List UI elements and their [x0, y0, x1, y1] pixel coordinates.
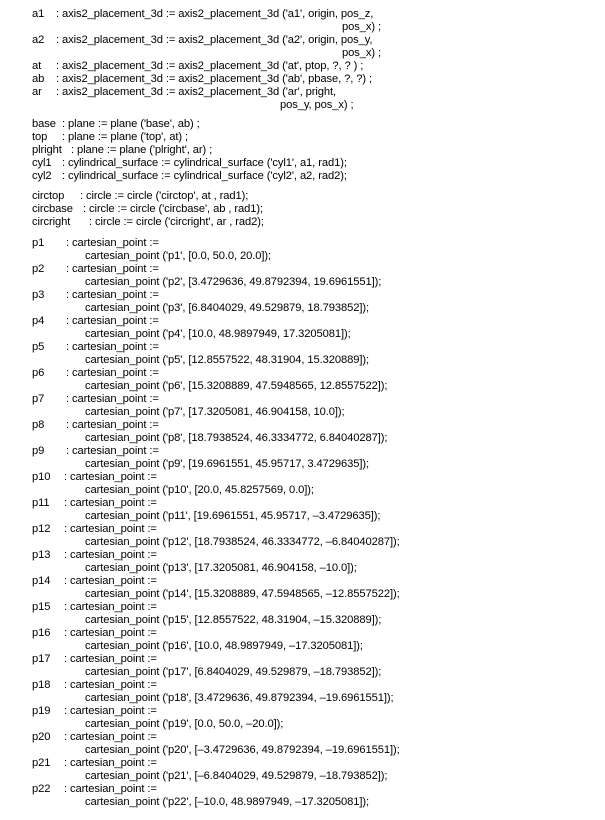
point-declaration: : cartesian_point := — [64, 627, 157, 639]
point-declaration: : cartesian_point := — [64, 679, 157, 691]
point-name: p18 — [32, 679, 51, 691]
surface-definition: : cylindrical_surface := cylindrical_surface ('cyl1', a1, rad1); — [62, 157, 347, 169]
point-declaration: : cartesian_point := — [64, 523, 157, 535]
point-definition: cartesian_point ('p17', [6.8404029, 49.529879, –18.793852]); — [85, 666, 382, 678]
point-declaration: : cartesian_point := — [64, 757, 157, 769]
surface-definition: : plane := plane ('plright', ar) ; — [71, 144, 213, 156]
point-definition: cartesian_point ('p3', [6.8404029, 49.529879, 18.793852]); — [85, 302, 369, 314]
point-name: p6 — [32, 367, 45, 379]
point-declaration: : cartesian_point := — [66, 237, 159, 249]
point-declaration: : cartesian_point := — [66, 289, 159, 301]
surface-definition: : plane := plane ('top', at) ; — [62, 131, 188, 143]
placement-continuation: pos_x) ; — [342, 21, 381, 33]
point-declaration: : cartesian_point := — [66, 393, 159, 405]
point-name: p2 — [32, 263, 45, 275]
placement-name: a1 — [32, 8, 45, 20]
placement-name: ar — [32, 86, 42, 98]
surface-name: cyl1 — [32, 157, 52, 169]
point-declaration: : cartesian_point := — [66, 419, 159, 431]
surface-definition: : cylindrical_surface := cylindrical_surface ('cyl2', a2, rad2); — [62, 170, 347, 182]
point-name: p17 — [32, 653, 51, 665]
point-name: p10 — [32, 471, 51, 483]
surface-name: top — [32, 131, 48, 143]
point-name: p8 — [32, 419, 45, 431]
circle-definition: : circle := circle ('circbase', ab , rad1); — [83, 203, 263, 215]
circle-name: circtop — [32, 190, 65, 202]
point-definition: cartesian_point ('p18', [3.4729636, 49.8792394, –19.6961551]); — [85, 692, 394, 704]
point-name: p19 — [32, 705, 51, 717]
point-name: p14 — [32, 575, 51, 587]
placement-definition: : axis2_placement_3d := axis2_placement_3d ('ab', pbase, ?, ?) ; — [56, 73, 372, 85]
point-declaration: : cartesian_point := — [66, 445, 159, 457]
point-definition: cartesian_point ('p9', [19.6961551, 45.95717, 3.4729635]); — [85, 458, 369, 470]
placement-name: at — [32, 60, 42, 72]
point-name: p7 — [32, 393, 45, 405]
point-declaration: : cartesian_point := — [64, 731, 157, 743]
point-name: p21 — [32, 757, 51, 769]
surface-name: base — [32, 118, 56, 130]
point-name: p13 — [32, 549, 51, 561]
placement-name: ab — [32, 73, 45, 85]
point-definition: cartesian_point ('p16', [10.0, 48.9897949, –17.3205081]); — [85, 640, 363, 652]
point-name: p5 — [32, 341, 45, 353]
point-definition: cartesian_point ('p8', [18.7938524, 46.3334772, 6.84040287]); — [85, 432, 388, 444]
placement-definition: : axis2_placement_3d := axis2_placement_3d ('a1', origin, pos_z, — [56, 8, 374, 20]
point-declaration: : cartesian_point := — [66, 315, 159, 327]
surface-name: plright — [32, 144, 62, 156]
circle-name: circright — [32, 216, 71, 228]
placement-definition: : axis2_placement_3d := axis2_placement_3d ('at', ptop, ?, ? ) ; — [56, 60, 364, 72]
point-declaration: : cartesian_point := — [66, 367, 159, 379]
point-declaration: : cartesian_point := — [66, 263, 159, 275]
circle-definition: : circle := circle ('circright', ar , rad2); — [89, 216, 264, 228]
placement-continuation: pos_y, pos_x) ; — [280, 99, 354, 111]
surface-name: cyl2 — [32, 170, 52, 182]
point-declaration: : cartesian_point := — [64, 549, 157, 561]
placement-continuation: pos_x) ; — [342, 47, 381, 59]
point-name: p15 — [32, 601, 51, 613]
point-definition: cartesian_point ('p22', [–10.0, 48.9897949, –17.3205081]); — [85, 796, 369, 808]
point-definition: cartesian_point ('p12', [18.7938524, 46.3334772, –6.84040287]); — [85, 536, 400, 548]
point-declaration: : cartesian_point := — [64, 575, 157, 587]
point-definition: cartesian_point ('p13', [17.3205081, 46.904158, –10.0]); — [85, 562, 357, 574]
point-name: p12 — [32, 523, 51, 535]
point-declaration: : cartesian_point := — [64, 653, 157, 665]
point-definition: cartesian_point ('p19', [0.0, 50.0, –20.0]); — [85, 718, 284, 730]
surface-definition: : plane := plane ('base', ab) ; — [62, 118, 200, 130]
point-definition: cartesian_point ('p2', [3.4729636, 49.8792394, 19.6961551]); — [85, 276, 382, 288]
point-name: p11 — [32, 497, 50, 509]
point-name: p4 — [32, 315, 45, 327]
point-definition: cartesian_point ('p14', [15.3208889, 47.5948565, –12.8557522]); — [85, 588, 400, 600]
placement-name: a2 — [32, 34, 45, 46]
placement-definition: : axis2_placement_3d := axis2_placement_3d ('a2', origin, pos_y, — [56, 34, 373, 46]
point-definition: cartesian_point ('p7', [17.3205081, 46.904158, 10.0]); — [85, 406, 345, 418]
point-definition: cartesian_point ('p20', [–3.4729636, 49.8792394, –19.6961551]); — [85, 744, 400, 756]
point-name: p9 — [32, 445, 45, 457]
point-definition: cartesian_point ('p11', [19.6961551, 45.95717, –3.4729635]); — [85, 510, 381, 522]
point-name: p3 — [32, 289, 45, 301]
point-definition: cartesian_point ('p4', [10.0, 48.9897949, 17.3205081]); — [85, 328, 351, 340]
point-name: p1 — [32, 237, 45, 249]
point-definition: cartesian_point ('p6', [15.3208889, 47.5948565, 12.8557522]); — [85, 380, 388, 392]
point-definition: cartesian_point ('p1', [0.0, 50.0, 20.0]); — [85, 250, 272, 262]
point-declaration: : cartesian_point := — [64, 705, 157, 717]
circle-definition: : circle := circle ('circtop', at , rad1); — [80, 190, 249, 202]
point-declaration: : cartesian_point := — [64, 497, 157, 509]
point-definition: cartesian_point ('p10', [20.0, 45.8257569, 0.0]); — [85, 484, 314, 496]
point-definition: cartesian_point ('p21', [–6.8404029, 49.529879, –18.793852]); — [85, 770, 388, 782]
point-name: p22 — [32, 783, 51, 795]
point-declaration: : cartesian_point := — [66, 341, 159, 353]
point-name: p20 — [32, 731, 51, 743]
point-declaration: : cartesian_point := — [64, 601, 157, 613]
circle-name: circbase — [32, 203, 73, 215]
point-definition: cartesian_point ('p5', [12.8557522, 48.31904, 15.320889]); — [85, 354, 369, 366]
point-declaration: : cartesian_point := — [64, 471, 157, 483]
point-name: p16 — [32, 627, 51, 639]
point-declaration: : cartesian_point := — [64, 783, 157, 795]
placement-definition: : axis2_placement_3d := axis2_placement_3d ('ar', pright, — [56, 86, 336, 98]
point-definition: cartesian_point ('p15', [12.8557522, 48.31904, –15.320889]); — [85, 614, 382, 626]
